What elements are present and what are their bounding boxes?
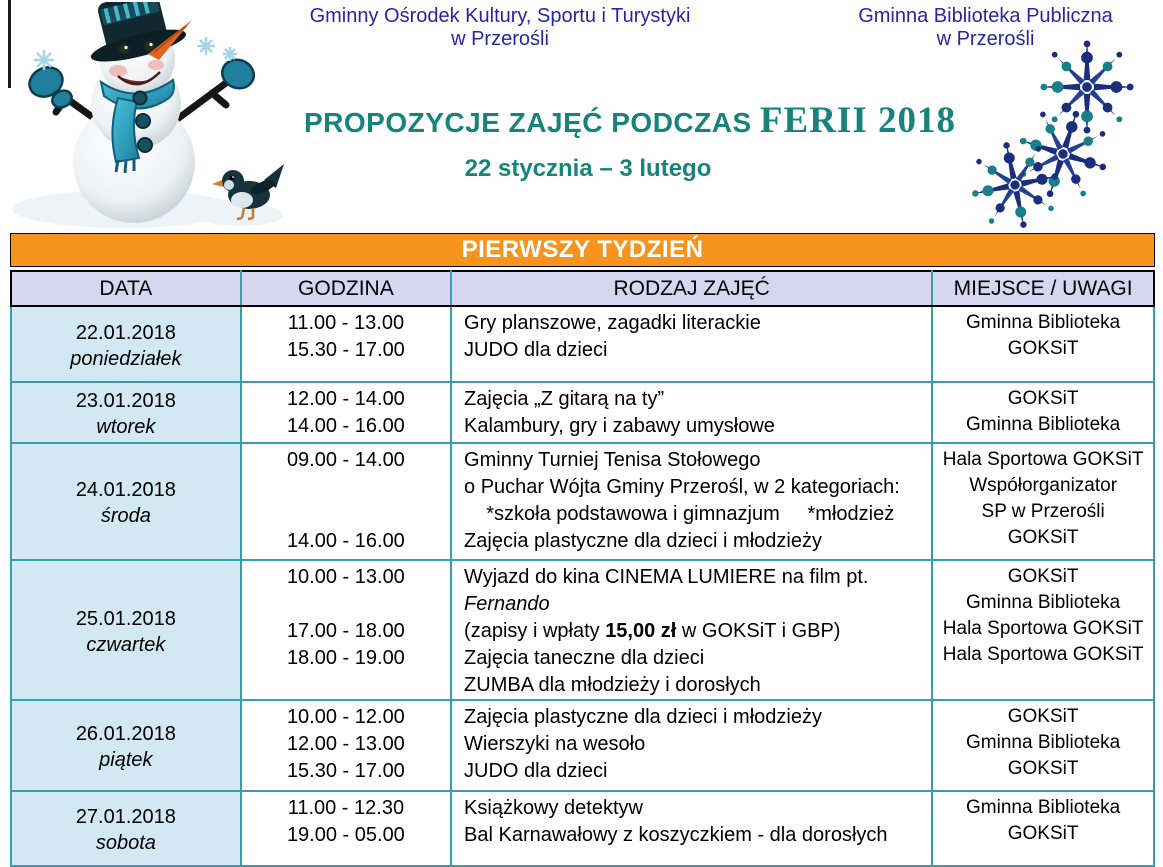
date-cell (11, 560, 241, 700)
weekday-value: środa (100, 505, 151, 527)
place-entry: GOKSiT (1007, 706, 1079, 727)
place-entry: GOKSiT (1007, 388, 1079, 409)
date-value: 24.01.2018 (75, 479, 176, 501)
activity-entry: Wierszyki na wesoło (464, 733, 646, 755)
place-entry: Gminna Biblioteka (966, 732, 1121, 753)
snowflakes-icon (960, 32, 1160, 230)
column-header-miejsce-uwagi: MIEJSCE / UWAGI (932, 271, 1154, 306)
places-cell (932, 382, 1154, 443)
activity-entry: Zajęcia plastyczne dla dzieci i młodzieży (464, 530, 822, 552)
activity-entry: ZUMBA dla młodzieży i dorosłych (464, 674, 761, 696)
date-value: 23.01.2018 (75, 390, 176, 412)
place-entry: Gminna Biblioteka (966, 414, 1121, 435)
weekday-value: wtorek (96, 416, 156, 438)
activities-cell (451, 443, 932, 560)
place-entry: GOKSiT (1007, 823, 1079, 844)
times-cell (241, 443, 451, 560)
place-entry: SP w Przerośli (981, 501, 1105, 522)
place-entry: Gminna Biblioteka (966, 797, 1121, 818)
times-cell (241, 382, 451, 443)
page-title-year: FERII 2018 (759, 100, 956, 141)
date-value: 27.01.2018 (75, 806, 176, 828)
place-entry: GOKSiT (1007, 566, 1079, 587)
place-entry: Gminna Biblioteka (966, 312, 1121, 333)
places-cell (932, 443, 1154, 560)
time-entry (246, 474, 446, 501)
org-right-line2: w Przerośli (936, 28, 1035, 50)
activities-cell (451, 306, 932, 382)
activity-entry: Bal Karnawałowy z koszyczkiem - dla dorosłych (464, 824, 888, 846)
date-cell (11, 382, 241, 443)
places-cell (932, 560, 1154, 700)
page-title (304, 99, 956, 142)
activities-cell (451, 791, 932, 866)
time-entry: 18.00 - 19.00 (286, 647, 405, 669)
snowman-illustration (6, 2, 286, 235)
place-entry: Hala Sportowa GOKSiT (942, 644, 1144, 665)
schedule-table (10, 270, 1155, 867)
time-entry (246, 591, 446, 618)
times-cell (241, 306, 451, 382)
places-cell (932, 700, 1154, 791)
weekday-value: piątek (99, 749, 153, 771)
activity-entry: *szkoła podstawowa i gimnazjum *młodzież (464, 503, 895, 525)
place-entry: GOKSiT (1007, 527, 1079, 548)
org-left-line2: w Przerośli (451, 28, 549, 50)
times-cell (241, 700, 451, 791)
org-left-line1: Gminny Ośrodek Kultury, Sportu i Turystyki (309, 5, 691, 27)
times-cell (241, 560, 451, 700)
date-value: 22.01.2018 (75, 321, 176, 344)
date-cell (11, 700, 241, 791)
time-entry: 14.00 - 16.00 (286, 530, 405, 552)
org-header-right (818, 5, 1153, 51)
activities-cell (451, 700, 932, 791)
time-entry: 15.30 - 17.00 (286, 760, 405, 782)
date-cell (11, 443, 241, 560)
weekday-value: czwartek (86, 633, 166, 656)
schedule-row (11, 306, 1154, 382)
activity-entry: JUDO dla dzieci (464, 760, 608, 782)
schedule-section (10, 233, 1155, 867)
activity-entry: o Puchar Wójta Gminy Przerośl, w 2 kategoriach: (464, 476, 900, 498)
date-cell (11, 791, 241, 866)
page-subtitle: 22 stycznia – 3 lutego (464, 155, 712, 182)
activity-entry: Zajęcia taneczne dla dzieci (464, 647, 705, 669)
time-entry (246, 501, 446, 528)
places-cell (932, 306, 1154, 382)
activity-entry: Książkowy detektyw (464, 797, 643, 819)
time-entry: 12.00 - 13.00 (286, 733, 405, 755)
date-value: 25.01.2018 (75, 607, 176, 630)
schedule-row (11, 700, 1154, 791)
time-entry: 15.30 - 17.00 (286, 339, 405, 361)
activity-entry: Gminny Turniej Tenisa Stołowego (464, 449, 761, 471)
activity-entry: Wyjazd do kina CINEMA LUMIERE na film pt. Fernando (464, 566, 874, 615)
page-title-text: PROPOZYCJE ZAJĘĆ PODCZAS (304, 107, 752, 138)
time-entry: 10.00 - 13.00 (286, 566, 405, 588)
place-entry: Hala Sportowa GOKSiT (942, 618, 1144, 639)
column-header-rodzaj-zajec: RODZAJ ZAJĘĆ (451, 271, 932, 306)
week-banner: PIERWSZY TYDZIEŃ (10, 233, 1155, 267)
date-value: 26.01.2018 (75, 723, 176, 745)
time-entry: 10.00 - 12.00 (286, 706, 405, 728)
schedule-header-row (11, 271, 1154, 306)
schedule-row (11, 791, 1154, 866)
time-entry: 14.00 - 16.00 (286, 415, 405, 437)
column-header-godzina: GODZINA (241, 271, 451, 306)
time-entry: 12.00 - 14.00 (286, 388, 405, 410)
date-cell (11, 306, 241, 382)
activity-entry: Zajęcia „Z gitarą na ty” (464, 388, 665, 410)
activity-entry: Kalambury, gry i zabawy umysłowe (464, 415, 775, 437)
activity-entry: (zapisy i wpłaty 15,00 zł w GOKSiT i GBP) (464, 620, 841, 642)
schedule-row (11, 382, 1154, 443)
schedule-row (11, 443, 1154, 560)
time-entry: 11.00 - 12.30 (287, 797, 405, 819)
place-entry: Hala Sportowa GOKSiT (942, 449, 1144, 470)
places-cell (932, 791, 1154, 866)
weekday-value: poniedziałek (70, 347, 182, 370)
time-entry: 19.00 - 05.00 (286, 824, 405, 846)
time-entry: 09.00 - 14.00 (286, 449, 405, 471)
activity-entry: Gry planszowe, zagadki literackie (464, 312, 761, 334)
activity-entry: Zajęcia plastyczne dla dzieci i młodzieży (464, 706, 822, 728)
snowman-icon (6, 2, 286, 230)
schedule-row (11, 560, 1154, 700)
snowflakes-ornament (960, 32, 1160, 235)
time-entry: 11.00 - 13.00 (287, 312, 405, 334)
column-header-data: DATA (11, 271, 241, 306)
place-entry: Gminna Biblioteka (966, 592, 1121, 613)
place-entry: GOKSiT (1007, 338, 1079, 359)
activity-entry: JUDO dla dzieci (464, 339, 608, 361)
activities-cell (451, 560, 932, 700)
activities-cell (451, 382, 932, 443)
place-entry: GOKSiT (1007, 758, 1079, 779)
org-header-left (255, 5, 745, 51)
weekday-value: sobota (95, 832, 156, 854)
place-entry: Współorganizator (969, 475, 1118, 496)
org-right-line1: Gminna Biblioteka Publiczna (858, 5, 1113, 27)
times-cell (241, 791, 451, 866)
time-entry: 17.00 - 18.00 (286, 620, 405, 642)
